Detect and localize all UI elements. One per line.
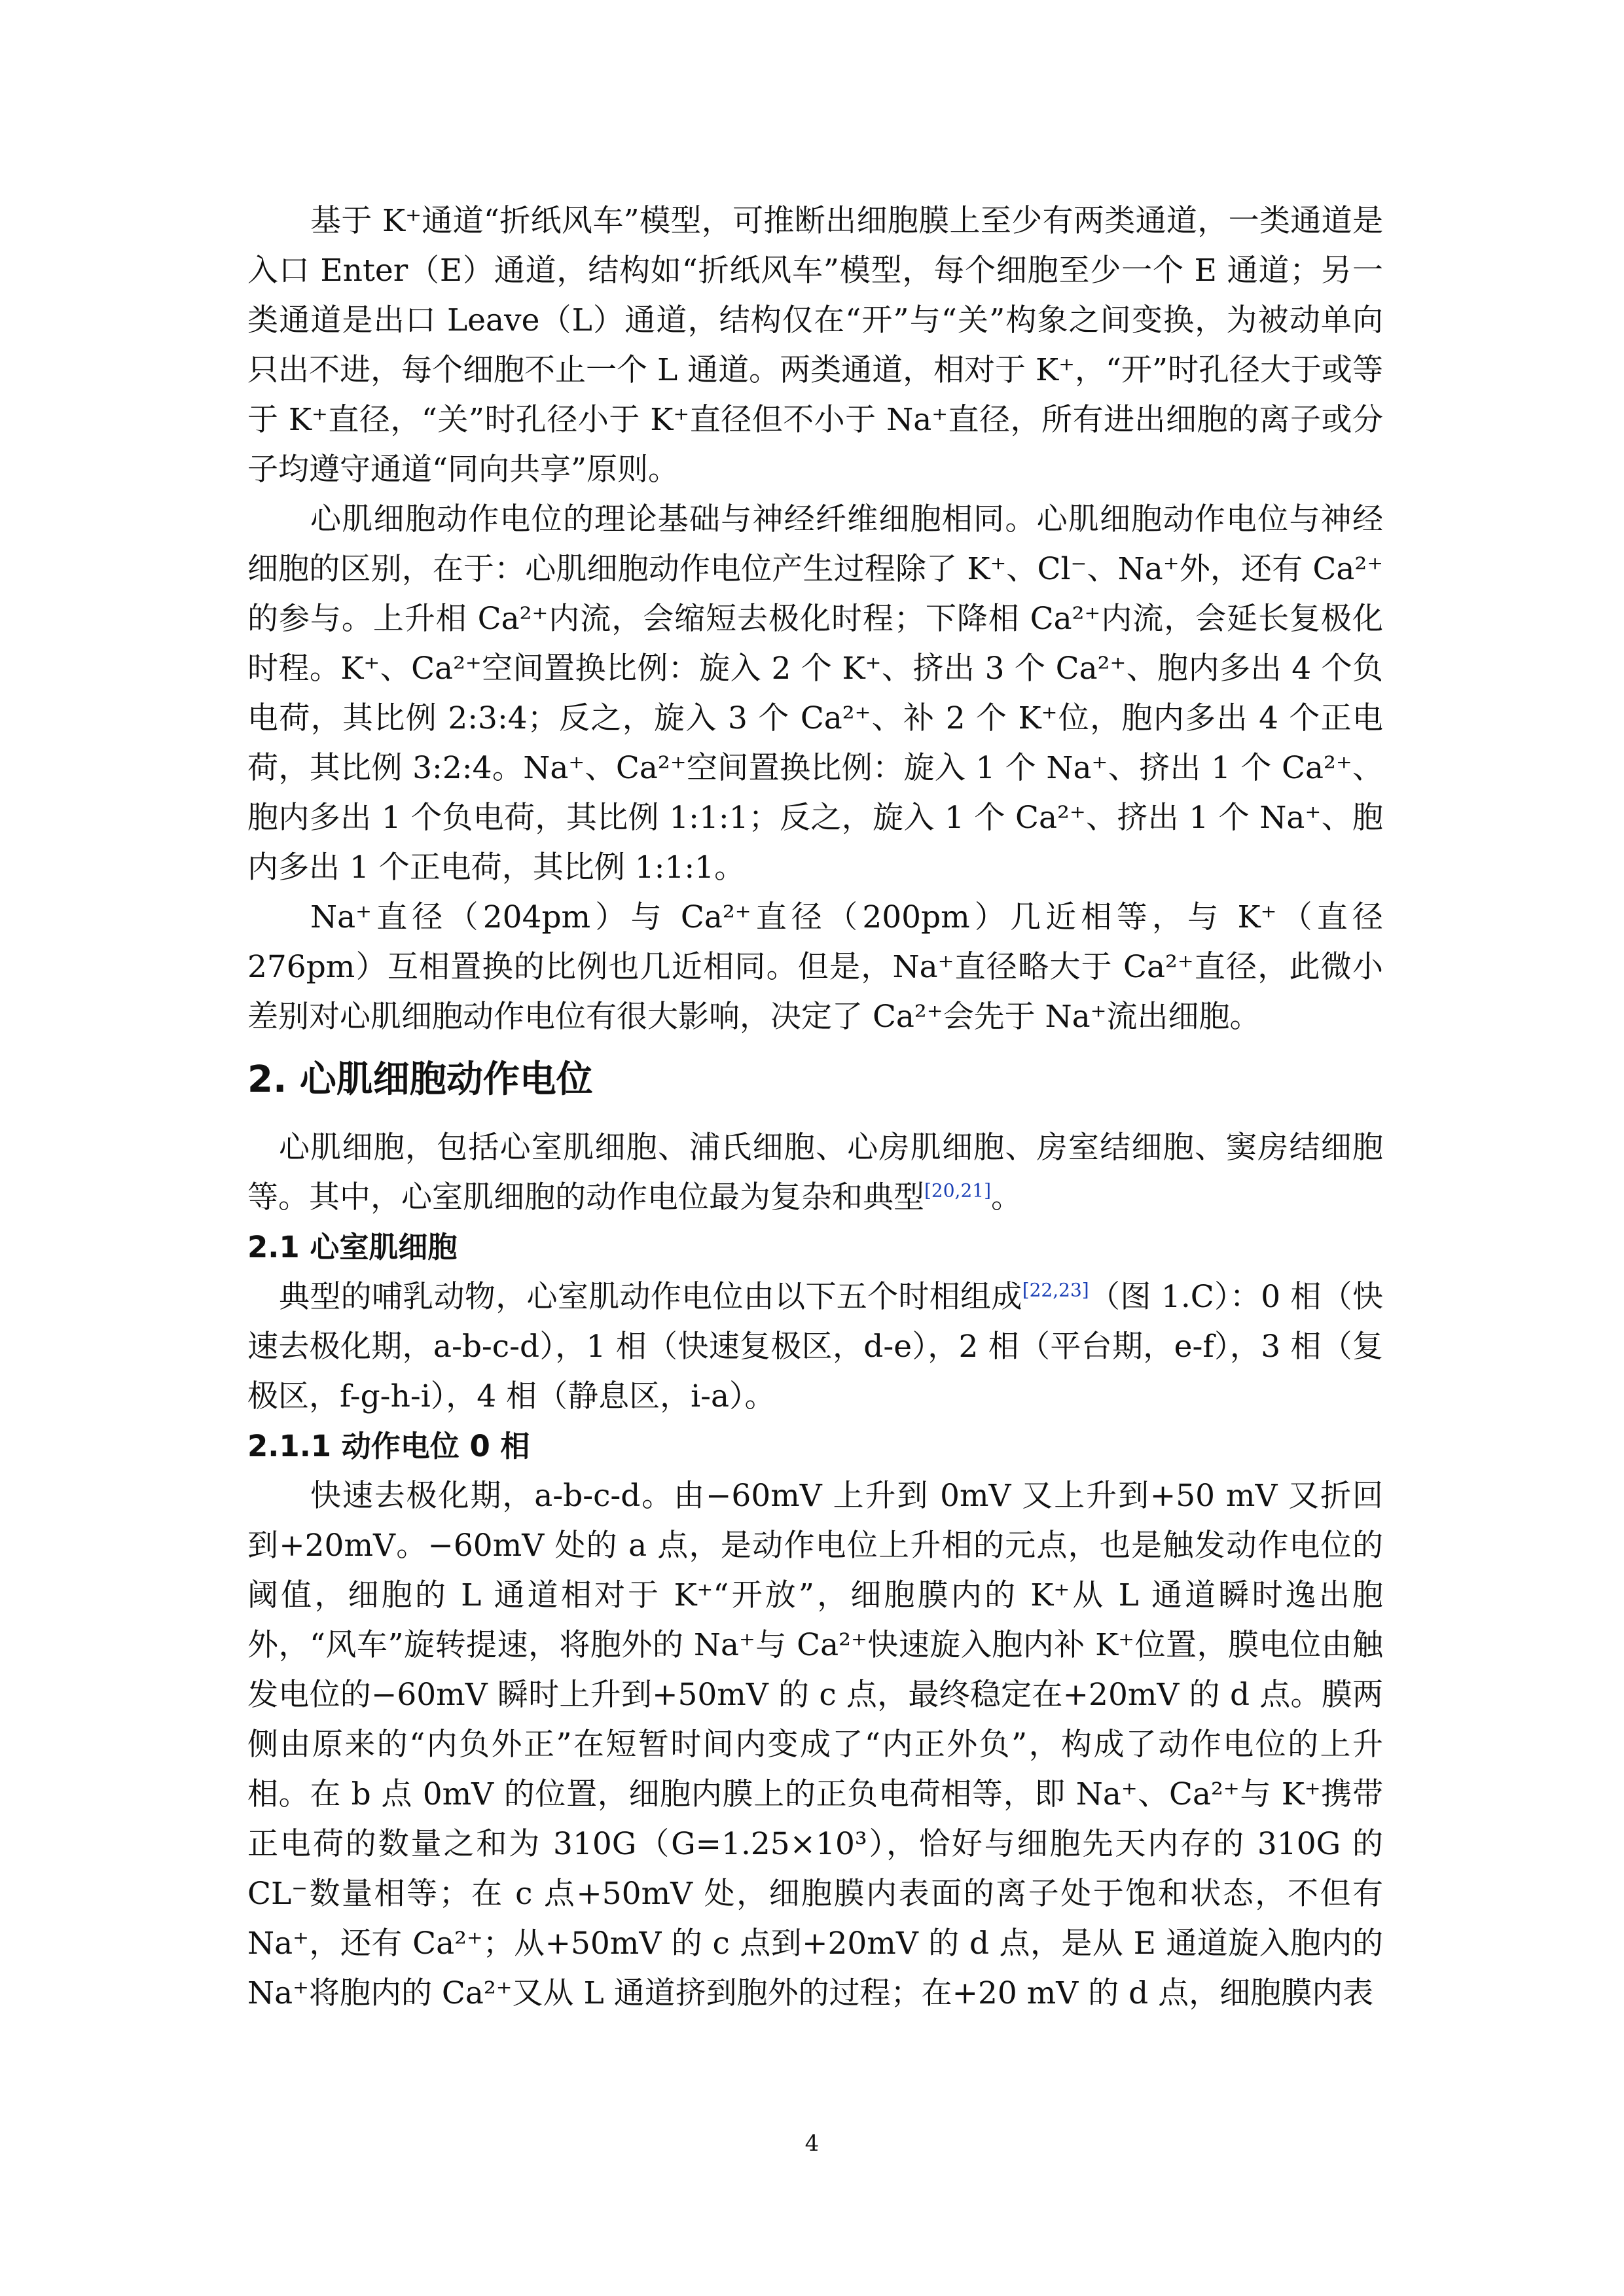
- section-heading-2-1-1: 2.1.1 动作电位 0 相: [247, 1429, 530, 1463]
- citation-ref-20-21[interactable]: [20,21]: [924, 1179, 992, 1202]
- citation-ref-22-23[interactable]: [22,23]: [1022, 1279, 1089, 1301]
- section-heading-2: 2. 心肌细胞动作电位: [247, 1058, 593, 1101]
- paragraph-k-channel-model: 基于 K⁺通道“折纸风车”模型，可推断出细胞膜上至少有两类通道，一类通道是入口 Enter（E）通道，结构如“折纸风车”模型，每个细胞至少一个 E 通道；另一类通道是出口 Leave（L）通道，结构仅在“开”与“关”构象之间变换，为被动单向只出不进，每个细胞不止一个 L 通道。两类通道，相对于 K⁺，“开”时孔径大于或等于 K⁺直径，“关”时孔径小于 K⁺直径但不小于 Na⁺直径，所有进出细胞的离子或分子均遵守通道“同向共享”原则。: [247, 203, 1384, 488]
- paragraph-cardiac-cells: [247, 1123, 1383, 1223]
- paragraph-phase-0: 快速去极化期，a-b-c-d。由−60mV 上升到 0mV 又上升到+50 mV 又折回到+20mV。−60mV 处的 a 点，是动作电位上升相的元点，也是触发动作电位的阈值，细胞的 L 通道相对于 K⁺“开放”，细胞膜内的 K⁺从 L 通道瞬时逸出胞外，“风车”旋转提速，将胞外的 Na⁺与 Ca²⁺快速旋入胞内补 K⁺位置，膜电位由触发电位的−60mV 瞬时上升到+50mV 的 c 点，最终稳定在+20mV 的 d 点。膜两侧由原来的“内负外正”在短暂时间内变成了“内正外负”，构成了动作电位的上升相。在 b 点 0mV 的位置，细胞内膜上的正负电荷相等，即 Na⁺、Ca²⁺与 K⁺携带正电荷的数量之和为 310G（G=1.25×10³），恰好与细胞先天内存的 310G 的 CL⁻数量相等；在 c 点+50mV 处，细胞膜内表面的离子处于饱和状态，不但有 Na⁺，还有 Ca²⁺；从+50mV 的 c 点到+20mV 的 d 点，是从 E 通道旋入胞内的 Na⁺将胞内的 Ca²⁺又从 L 通道挤到胞外的过程；在+20 mV 的 d 点，细胞膜内表: [247, 1478, 1383, 2011]
- section-heading-2-1: 2.1 心室肌细胞: [247, 1230, 458, 1265]
- paragraph-ventricular-text-a: 典型的哺乳动物，心室肌动作电位由以下五个时相组成: [279, 1279, 1022, 1315]
- paragraph-ventricular-phases: [247, 1272, 1383, 1422]
- paragraph-cardiac-cells-text: 心肌细胞，包括心室肌细胞、浦氏细胞、心房肌细胞、房室结细胞、窦房结细胞等。其中，心室肌细胞的动作电位最为复杂和典型: [247, 1130, 1383, 1215]
- paragraph-ventricular-text-b: （图 1.C）：0 相（快速去极化期，a-b-c-d），1 相（快速复极区，d-e），2 相（平台期，e-f），3 相（复极区，f-g-h-i），4 相（静息区，i-a）。: [247, 1279, 1383, 1414]
- paragraph-cardiac-vs-nerve: 心肌细胞动作电位的理论基础与神经纤维细胞相同。心肌细胞动作电位与神经细胞的区别，在于：心肌细胞动作电位产生过程除了 K⁺、Cl⁻、Na⁺外，还有 Ca²⁺的参与。上升相 Ca²⁺内流，会缩短去极化时程；下降相 Ca²⁺内流，会延长复极化时程。K⁺、Ca²⁺空间置换比例：旋入 2 个 K⁺、挤出 3 个 Ca²⁺、胞内多出 4 个负电荷，其比例 2:3:4；反之，旋入 3 个 Ca²⁺、补 2 个 K⁺位，胞内多出 4 个正电荷，其比例 3:2:4。Na⁺、Ca²⁺空间置换比例：旋入 1 个 Na⁺、挤出 1 个 Ca²⁺、胞内多出 1 个负电荷，其比例 1:1:1；反之，旋入 1 个 Ca²⁺、挤出 1 个 Na⁺、胞内多出 1 个正电荷，其比例 1:1:1。: [247, 501, 1383, 886]
- page-number: 4: [804, 2130, 820, 2157]
- paragraph-cardiac-cells-end: 。: [991, 1179, 1022, 1215]
- document-page: [247, 196, 1383, 2018]
- paragraph-na-ca-diameter: Na⁺直径（204pm）与 Ca²⁺直径（200pm）几近相等，与 K⁺（直径 276pm）互相置换的比例也几近相同。但是，Na⁺直径略大于 Ca²⁺直径，此微小差别对心肌细胞动作电位有很大影响，决定了 Ca²⁺会先于 Na⁺流出细胞。: [247, 899, 1383, 1035]
